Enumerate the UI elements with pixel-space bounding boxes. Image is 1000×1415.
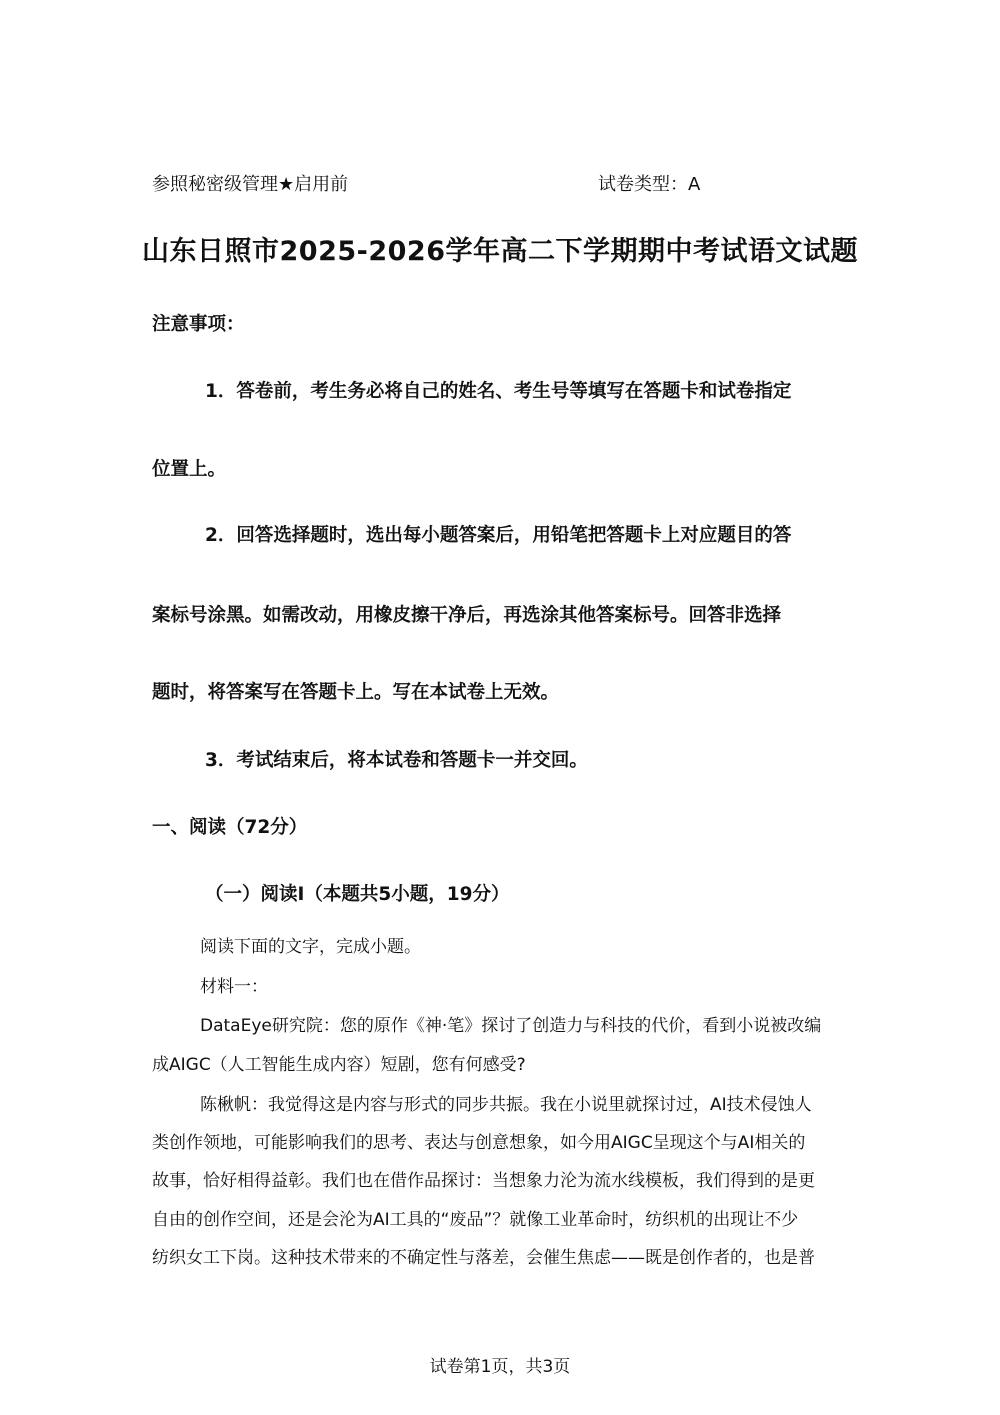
page-footer: 试卷第1页，共3页 bbox=[429, 1357, 571, 1377]
confidentiality-label: 参照秘密级管理★启用前 bbox=[152, 174, 349, 195]
paper-type-label: 试卷类型：A bbox=[598, 174, 701, 195]
notice-line: 案标号涂黑。如需改动，用橡皮擦干净后，再选涂其他答案标号。回答非选择 bbox=[152, 605, 782, 626]
passage-line: 故事，恰好相得益彰。我们也在借作品探讨：当想象力沦为流水线模板，我们得到的是更 bbox=[152, 1171, 815, 1191]
passage-line: DataEye研究院：您的原作《神·笔》探讨了创造力与科技的代价，看到小说被改编 bbox=[200, 1016, 822, 1036]
passage-line: 纺织女工下岗。这种技术带来的不确定性与落差，会催生焦虑——既是创作者的，也是普 bbox=[152, 1248, 815, 1268]
notice-line: 1．答卷前，考生务必将自己的姓名、考生号等填写在答题卡和试卷指定 bbox=[205, 381, 792, 402]
exam-title: 山东日照市2025-2026学年高二下学期期中考试语文试题 bbox=[142, 236, 858, 267]
notice-line: 2．回答选择题时，选出每小题答案后，用铅笔把答题卡上对应题目的答 bbox=[205, 525, 792, 546]
passage-line: 材料一： bbox=[200, 977, 268, 997]
section-subheading: （一）阅读Ⅰ（本题共5小题，19分） bbox=[205, 884, 510, 905]
notice-line: 3．考试结束后，将本试卷和答题卡一并交回。 bbox=[205, 750, 588, 771]
passage-line: 自由的创作空间，还是会沦为AI工具的“废品”？就像工业革命时，纺织机的出现让不少 bbox=[152, 1210, 799, 1230]
passage-line: 陈楸帆：我觉得这是内容与形式的同步共振。我在小说里就探讨过，AI技术侵蚀人 bbox=[200, 1095, 812, 1115]
notice-line: 位置上。 bbox=[152, 459, 227, 480]
notice-line: 题时，将答案写在答题卡上。写在本试卷上无效。 bbox=[152, 682, 560, 703]
notice-heading: 注意事项： bbox=[152, 314, 245, 335]
passage-line: 阅读下面的文字，完成小题。 bbox=[200, 937, 421, 957]
section-heading: 一、阅读（72分） bbox=[152, 817, 308, 838]
passage-line: 类创作领地，可能影响我们的思考、表达与创意想象，如今用AIGC呈现这个与AI相关的 bbox=[152, 1133, 806, 1153]
passage-line: 成AIGC（人工智能生成内容）短剧，您有何感受? bbox=[152, 1055, 526, 1075]
